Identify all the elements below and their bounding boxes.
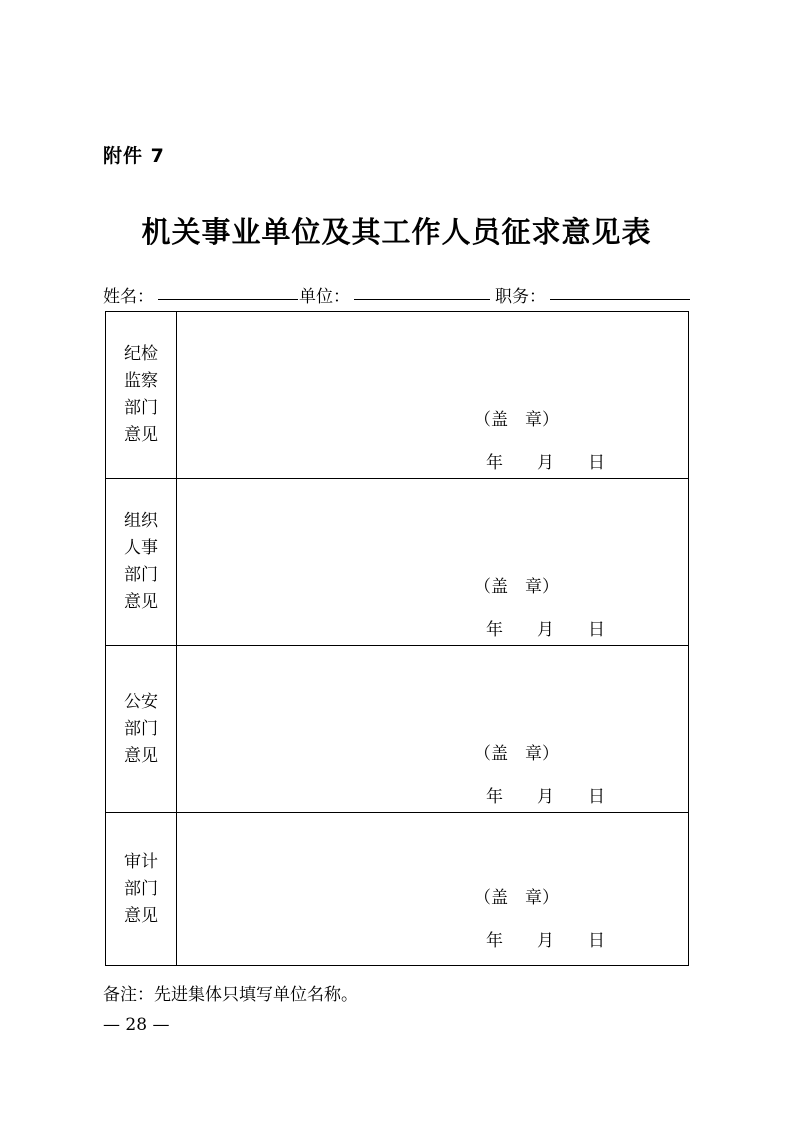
seal-text: （盖 章）	[474, 888, 559, 908]
discipline-dept-label	[106, 312, 177, 479]
unit-label: 单位：	[299, 287, 350, 307]
public-security-opinion-cell[interactable]	[177, 646, 689, 813]
seal-text: （盖 章）	[474, 577, 559, 597]
organization-opinion-cell[interactable]	[177, 479, 689, 646]
name-field-line[interactable]	[158, 299, 298, 300]
table-row-audit	[106, 813, 689, 966]
label-line: 部门	[124, 398, 158, 418]
label-line: 意见	[124, 425, 158, 445]
month-label: 月	[537, 787, 554, 807]
date-line	[486, 782, 605, 807]
label-line: 部门	[124, 718, 158, 739]
label-line: 人事	[124, 538, 158, 558]
label-line: 监察	[124, 371, 158, 391]
position-field-line[interactable]	[550, 299, 690, 300]
day-label: 日	[588, 453, 605, 473]
year-label: 年	[486, 453, 503, 473]
year-label: 年	[486, 620, 503, 640]
remark-note: 备注：先进集体只填写单位名称。	[103, 985, 358, 1005]
label-line: 组织	[124, 511, 158, 531]
page-number: — 28 —	[103, 1015, 170, 1035]
table-row-organization	[106, 479, 689, 646]
organization-dept-label	[106, 479, 177, 646]
label-line: 部门	[124, 565, 158, 585]
label-line: 意见	[124, 905, 158, 926]
date-line	[486, 926, 605, 951]
unit-field-line[interactable]	[354, 299, 490, 300]
day-label: 日	[588, 620, 605, 640]
label-line: 部门	[124, 878, 158, 899]
label-line: 审计	[124, 851, 158, 872]
attachment-label: 附件 7	[103, 145, 165, 167]
seal-text: （盖 章）	[474, 410, 559, 430]
document-title: 机关事业单位及其工作人员征求意见表	[141, 215, 652, 249]
table-row-public-security	[106, 646, 689, 813]
opinion-table	[105, 311, 689, 966]
label-line: 纪检	[124, 344, 158, 364]
public-security-dept-label	[106, 646, 177, 813]
seal-text: （盖 章）	[474, 744, 559, 764]
personal-info-fields	[103, 278, 693, 306]
label-line: 意见	[124, 745, 158, 766]
month-label: 月	[537, 620, 554, 640]
month-label: 月	[537, 453, 554, 473]
year-label: 年	[486, 787, 503, 807]
audit-dept-label	[106, 813, 177, 966]
table-row-discipline	[106, 312, 689, 479]
year-label: 年	[486, 931, 503, 951]
date-line	[486, 448, 605, 473]
date-line	[486, 615, 605, 640]
position-label: 职务：	[495, 287, 546, 307]
name-label: 姓名：	[103, 287, 154, 307]
label-line: 公安	[124, 691, 158, 712]
day-label: 日	[588, 787, 605, 807]
discipline-opinion-cell[interactable]	[177, 312, 689, 479]
label-line: 意见	[124, 592, 158, 612]
audit-opinion-cell[interactable]	[177, 813, 689, 966]
day-label: 日	[588, 931, 605, 951]
month-label: 月	[537, 931, 554, 951]
